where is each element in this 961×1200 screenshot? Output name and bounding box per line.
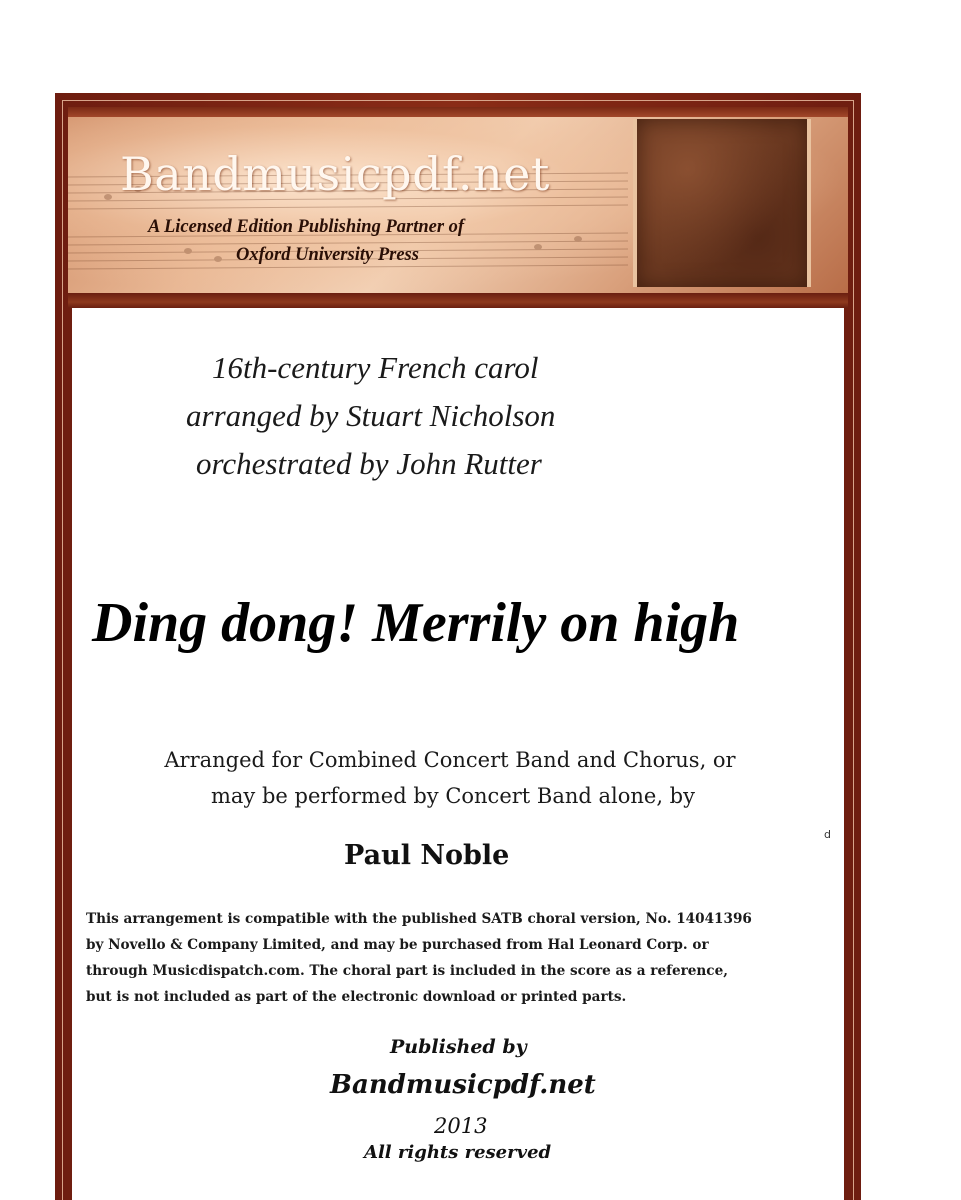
stray-mark: d xyxy=(824,828,831,841)
banner-bottom-strip xyxy=(68,293,848,308)
banner-top-strip xyxy=(68,107,848,117)
cover-content xyxy=(72,308,844,1200)
compatibility-line-3: through Musicdispatch.com. The choral part is included in the score as a reference, xyxy=(86,963,728,979)
publisher-name: Bandmusicpdf.net xyxy=(330,1070,596,1100)
compatibility-note xyxy=(86,906,752,1010)
compatibility-line-1: This arrangement is compatible with the published SATB choral version, No. 14041396 xyxy=(86,911,752,927)
credit-orchestrator: orchestrated by John Rutter xyxy=(196,446,542,481)
publication-year: 2013 xyxy=(434,1114,488,1138)
banner-texture-photo xyxy=(633,119,811,287)
banner-press-line: Oxford University Press xyxy=(236,245,419,265)
banner-site-title: Bandmusicpdf.net xyxy=(120,147,550,201)
published-by-label: Published by xyxy=(390,1036,527,1058)
compatibility-line-2: by Novello & Company Limited, and may be purchased from Hal Leonard Corp. or xyxy=(86,937,709,953)
credit-arranger: arranged by Stuart Nicholson xyxy=(186,398,556,433)
header-banner xyxy=(68,107,848,293)
banner-partner-line: A Licensed Edition Publishing Partner of xyxy=(148,217,465,237)
arrangement-line-2: may be performed by Concert Band alone, by xyxy=(211,784,695,808)
credit-origin: 16th-century French carol xyxy=(212,350,539,385)
rights-notice: All rights reserved xyxy=(364,1142,552,1163)
arrangement-line-1: Arranged for Combined Concert Band and Chorus, or xyxy=(164,748,736,772)
piece-title: Ding dong! Merrily on high xyxy=(92,592,740,654)
compatibility-line-4: but is not included as part of the electronic download or printed parts. xyxy=(86,989,627,1005)
composer-name: Paul Noble xyxy=(344,840,510,871)
